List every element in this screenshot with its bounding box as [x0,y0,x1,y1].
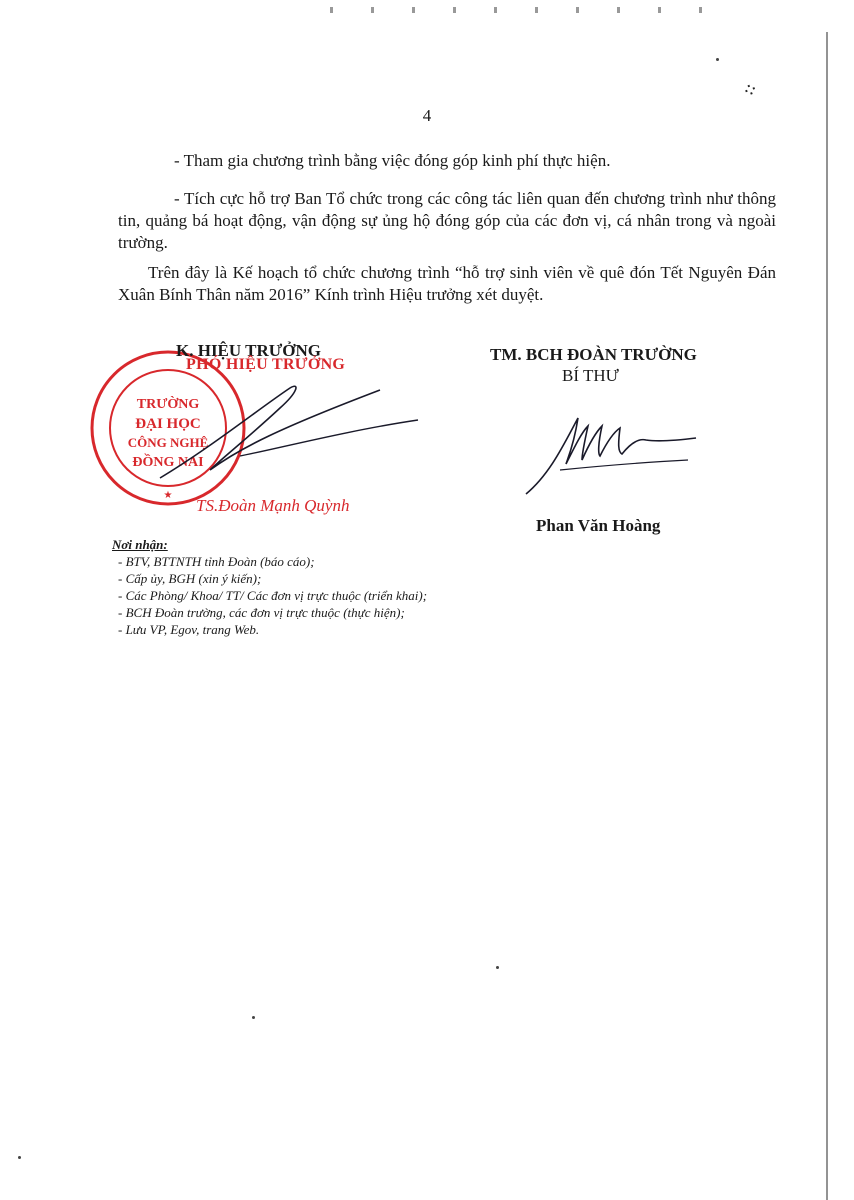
paragraph-text: - Tích cực hỗ trợ Ban Tổ chức trong các công tác liên quan đến chương trình như thông tin, quảng bá hoạt động, vận động sự ủng hộ đóng góp của các đơn vị, cá nhân trong và ngoài trường. [118,189,776,252]
scan-edge [826,32,828,1200]
stamp-line: ĐỒNG NAI [132,455,204,470]
left-signatory-subtitle: PHÓ HIỆU TRƯỞNG [186,356,346,373]
recipients-block [112,536,427,638]
recipients-title: Nơi nhận: [112,537,168,552]
recipient-item: - BCH Đoàn trường, các đơn vị trực thuộc (thực hiện); [118,605,405,620]
left-signatory-title: K. HIỆU TRƯỞNG [176,341,321,360]
scan-speck [496,966,499,969]
right-signatory-name: Phan Văn Hoàng [536,516,661,535]
paragraph [118,262,776,306]
paragraph-text: Trên đây là Kế hoạch tổ chức chương trình “hỗ trợ sinh viên về quê đón Tết Nguyên Đán Xuân Bính Thân năm 2016” Kính trình Hiệu trưởng xét duyệt. [118,263,776,304]
recipients-list [112,553,427,638]
right-signatory-title: TM. BCH ĐOÀN TRƯỜNG [490,345,697,364]
scan-speck [716,58,719,61]
left-signature [150,378,440,498]
right-signature [520,404,700,500]
left-signatory-name: TS.Đoàn Mạnh Quỳnh [196,496,350,515]
right-signatory-subtitle: BÍ THƯ [562,366,619,385]
paragraph [118,150,776,172]
recipient-item: - Lưu VP, Egov, trang Web. [118,622,260,637]
scan-speck [18,1156,21,1159]
stamp-star-icon: ★ [163,490,173,501]
recipient-item: - Các Phòng/ Khoa/ TT/ Các đơn vị trực thuộc (triển khai); [118,588,428,603]
paragraph [118,188,776,254]
recipient-item: - Cấp ủy, BGH (xin ý kiến); [118,571,262,586]
paragraph-text: - Tham gia chương trình bằng việc đóng góp kinh phí thực hiện. [174,151,611,170]
recipient-item: - BTV, BTTNTH tỉnh Đoàn (báo cáo); [118,554,315,569]
stamp-line: ĐẠI HỌC [135,416,201,432]
scan-edge-top [330,0,830,3]
page-number: 4 [422,106,432,125]
scan-speck [252,1016,255,1019]
scan-corner-mark: ⁘ [738,77,763,105]
stamp-line: TRƯỜNG [136,397,200,412]
stamp-line: CÔNG NGHỆ [127,435,209,450]
